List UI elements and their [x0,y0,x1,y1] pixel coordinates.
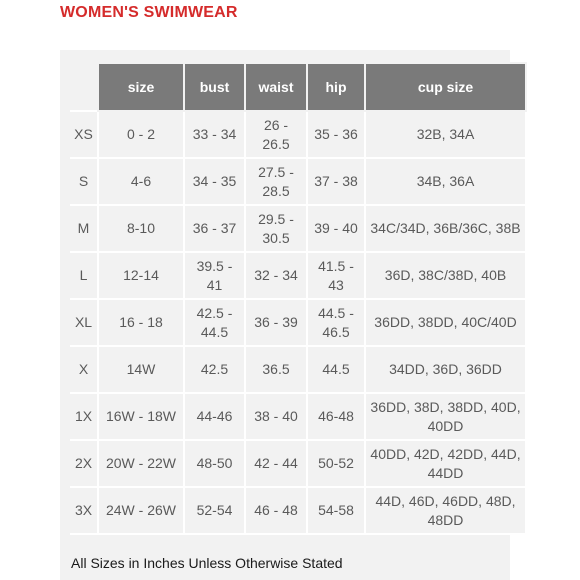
cup-size-cell: 36DD, 38D, 38DD, 40D, 40DD [365,393,526,440]
waist-cell: 36 - 39 [245,299,307,346]
table-row [70,393,526,440]
bust-cell: 39.5 - 41 [184,252,245,299]
waist-cell: 46 - 48 [245,487,307,534]
row-size-label: X [70,346,98,393]
row-size-label: 2X [70,440,98,487]
header-waist: waist [245,63,307,111]
footnote: All Sizes in Inches Unless Otherwise Stated [71,555,343,571]
cup-size-cell: 36D, 38C/38D, 40B [365,252,526,299]
waist-cell: 29.5 - 30.5 [245,205,307,252]
table-row [70,111,526,158]
page-title: WOMEN'S SWIMWEAR [60,4,238,21]
table-row [70,158,526,205]
cup-size-cell: 34DD, 36D, 36DD [365,346,526,393]
table-row [70,440,526,487]
table-header-row [70,63,526,111]
hip-cell: 41.5 - 43 [307,252,365,299]
size-cell: 16 - 18 [98,299,184,346]
size-cell: 12-14 [98,252,184,299]
size-cell: 8-10 [98,205,184,252]
waist-cell: 38 - 40 [245,393,307,440]
bust-cell: 36 - 37 [184,205,245,252]
table-row [70,252,526,299]
cup-size-cell: 34C/34D, 36B/36C, 38B [365,205,526,252]
hip-cell: 50-52 [307,440,365,487]
header-label-column [70,63,98,111]
row-size-label: 1X [70,393,98,440]
table-row [70,299,526,346]
header-bust: bust [184,63,245,111]
table-row [70,205,526,252]
row-size-label: XS [70,111,98,158]
row-size-label: M [70,205,98,252]
cup-size-cell: 34B, 36A [365,158,526,205]
size-cell: 24W - 26W [98,487,184,534]
row-size-label: S [70,158,98,205]
size-cell: 20W - 22W [98,440,184,487]
bust-cell: 44-46 [184,393,245,440]
bust-cell: 48-50 [184,440,245,487]
row-size-label: 3X [70,487,98,534]
waist-cell: 42 - 44 [245,440,307,487]
bust-cell: 52-54 [184,487,245,534]
bust-cell: 42.5 - 44.5 [184,299,245,346]
size-cell: 4-6 [98,158,184,205]
hip-cell: 39 - 40 [307,205,365,252]
size-cell: 14W [98,346,184,393]
row-size-label: L [70,252,98,299]
bust-cell: 34 - 35 [184,158,245,205]
waist-cell: 26 - 26.5 [245,111,307,158]
row-size-label: XL [70,299,98,346]
hip-cell: 46-48 [307,393,365,440]
bust-cell: 33 - 34 [184,111,245,158]
header-size: size [98,63,184,111]
bust-cell: 42.5 [184,346,245,393]
hip-cell: 44.5 - 46.5 [307,299,365,346]
cup-size-cell: 44D, 46D, 46DD, 48D, 48DD [365,487,526,534]
table-row [70,346,526,393]
hip-cell: 54-58 [307,487,365,534]
waist-cell: 27.5 - 28.5 [245,158,307,205]
cup-size-cell: 32B, 34A [365,111,526,158]
cup-size-cell: 36DD, 38DD, 40C/40D [365,299,526,346]
waist-cell: 36.5 [245,346,307,393]
cup-size-cell: 40DD, 42D, 42DD, 44D, 44DD [365,440,526,487]
waist-cell: 32 - 34 [245,252,307,299]
hip-cell: 35 - 36 [307,111,365,158]
size-cell: 16W - 18W [98,393,184,440]
header-hip: hip [307,63,365,111]
size-chart-table [70,62,527,535]
size-cell: 0 - 2 [98,111,184,158]
hip-cell: 44.5 [307,346,365,393]
header-cup-size: cup size [365,63,526,111]
hip-cell: 37 - 38 [307,158,365,205]
table-row [70,487,526,534]
